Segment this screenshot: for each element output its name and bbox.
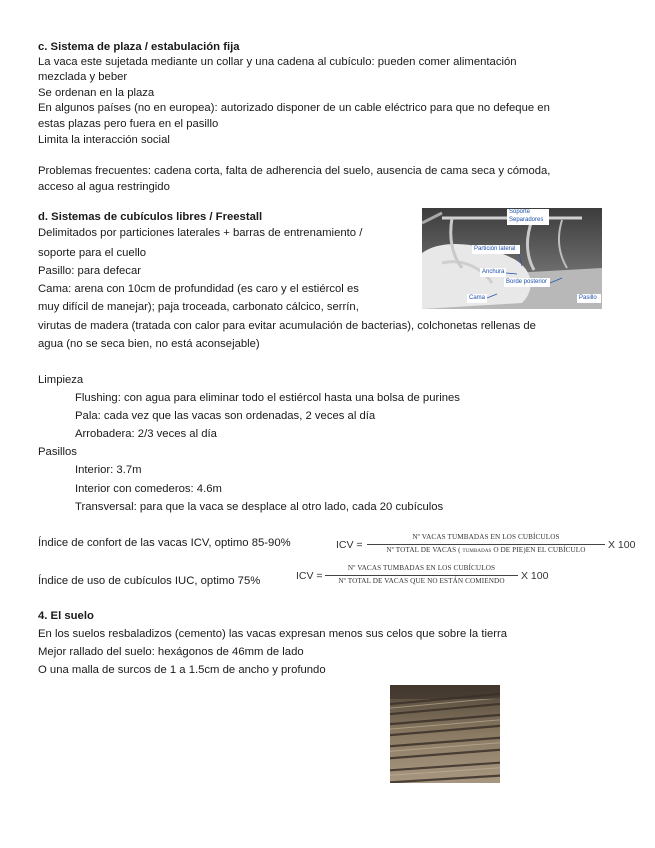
pasillos-heading: Pasillos <box>38 446 77 458</box>
iuc-denominator: Nº TOTAL DE VACAS QUE NO ESTÁN COMIENDO <box>338 577 505 585</box>
limpieza-item: Flushing: con agua para eliminar todo el estiércol hasta una bolsa de purines <box>75 392 460 404</box>
section-d-heading: d. Sistemas de cubículos libres / Freestall <box>38 211 263 223</box>
section-c-line: Se ordenan en la plaza <box>38 87 155 99</box>
iuc-lhs: ICV = <box>296 570 323 582</box>
iuc-formula <box>296 563 556 589</box>
icv-formula <box>336 532 636 558</box>
section-d-line: agua (no se seca bien, no está aconsejable) <box>38 338 260 350</box>
icv-label: Índice de confort de las vacas ICV, optimo 85-90% <box>38 537 291 549</box>
icv-numerator: Nº VACAS TUMBADAS EN LOS CUBÍCULOS <box>412 533 560 541</box>
limpieza-heading: Limpieza <box>38 374 84 386</box>
iuc-multiplier: X 100 <box>521 570 549 582</box>
figure-label: Cama <box>469 295 486 301</box>
section-d-line: soporte para el cuello <box>38 247 147 259</box>
suelo-line: En los suelos resbaladizos (cemento) las vacas expresan menos sus celos que sobre la tierra <box>38 628 508 640</box>
icv-multiplier: X 100 <box>608 539 636 551</box>
figure-label: Separadores <box>509 217 544 223</box>
iuc-label: Índice de uso de cubículos IUC, optimo 75% <box>38 575 261 587</box>
section-d-line: Delimitados por particiones laterales + barras de entrenamiento / <box>38 227 363 239</box>
limpieza-item: Arrobadera: 2/3 veces al día <box>75 428 217 440</box>
section-c-line: La vaca este sujetada mediante un collar y una cadena al cubículo: pueden comer alimentación <box>38 56 517 68</box>
figure-label: Pasillo <box>579 295 597 301</box>
limpieza-item: Pala: cada vez que las vacas son ordenadas, 2 veces al día <box>75 410 376 422</box>
pasillos-item: Interior con comederos: 4.6m <box>75 483 222 495</box>
section-c-line: En algunos países (no en europea): autorizado disponer de un cable eléctrico para que no defeque en <box>38 102 550 114</box>
pasillos-item: Transversal: para que la vaca se desplace al otro lado, cada 20 cubículos <box>75 501 444 513</box>
icv-denominator: Nº TOTAL DE VACAS ( TUMBADAS O DE PIE)EN EL CUBÍCULO <box>386 546 586 554</box>
figure-label: Soporte <box>509 209 531 215</box>
section-c-line: Limita la interacción social <box>38 134 170 146</box>
freestall-photo <box>422 208 602 309</box>
suelo-heading: 4. El suelo <box>38 610 94 622</box>
figure-label: Borde posterior <box>506 279 548 285</box>
section-c-heading: c. Sistema de plaza / estabulación fija <box>38 41 240 53</box>
icv-lhs: ICV = <box>336 539 363 551</box>
section-c-line: mezclada y beber <box>38 71 128 83</box>
figure-label: Anchura <box>482 269 505 275</box>
suelo-line: O una malla de surcos de 1 a 1.5cm de ancho y profundo <box>38 664 326 676</box>
pasillos-item: Interior: 3.7m <box>75 464 142 476</box>
figure-label: Partición lateral <box>474 246 516 252</box>
suelo-line: Mejor rallado del suelo: hexágonos de 46mm de lado <box>38 646 304 658</box>
section-c-problems: Problemas frecuentes: cadena corta, falta de adherencia del suelo, ausencia de cama seca y cómoda, <box>38 165 551 177</box>
section-d-line: virutas de madera (tratada con calor para evitar acumulación de bacterias), colchonetas rellenas de <box>38 320 536 332</box>
iuc-numerator: Nº VACAS TUMBADAS EN LOS CUBÍCULOS <box>347 564 496 572</box>
section-d-line: muy difícil de manejar); paja troceada, carbonato cálcico, serrín, <box>38 301 359 313</box>
section-c-line: estas plazas pero fuera en el pasillo <box>38 118 219 130</box>
section-d-line: Pasillo: para defecar <box>38 265 141 277</box>
grooved-floor-photo <box>390 685 500 783</box>
section-c-problems: acceso al agua restringido <box>38 181 170 193</box>
section-d-line: Cama: arena con 10cm de profundidad (es caro y el estiércol es <box>38 283 359 295</box>
